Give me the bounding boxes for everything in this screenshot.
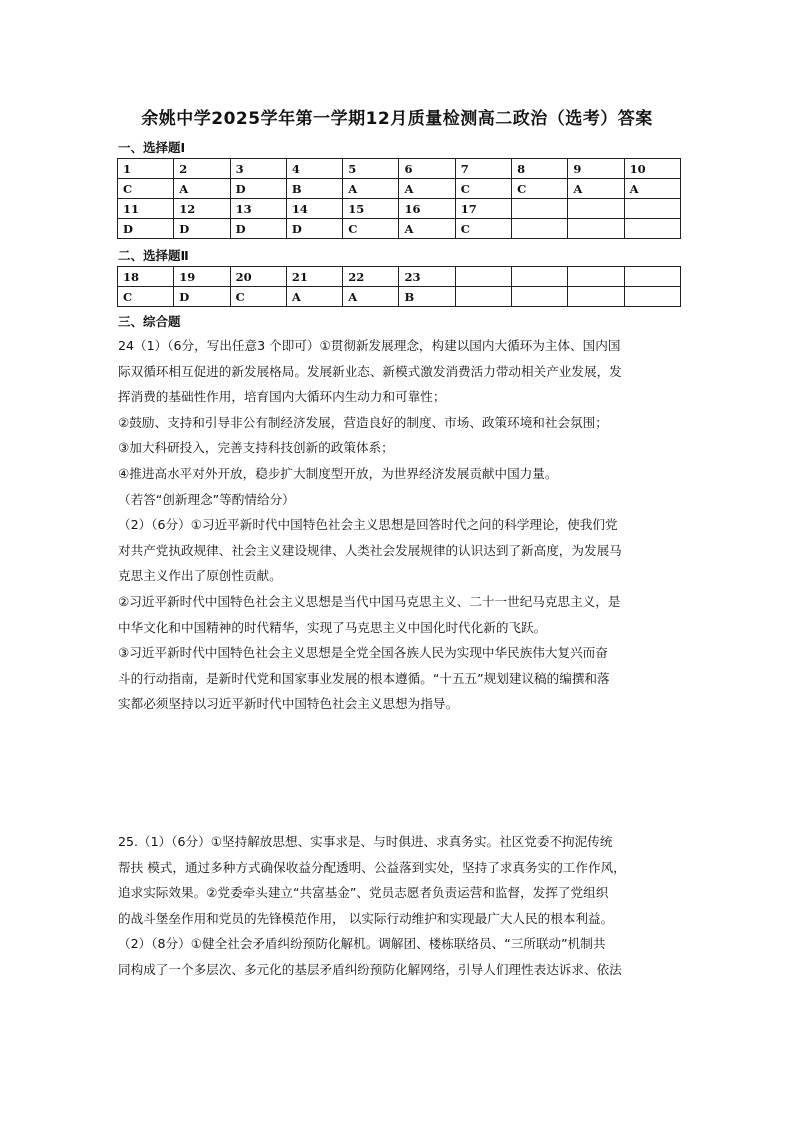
table-row [118,159,681,179]
table-cell: 20 [230,267,286,287]
text-line: ②习近平新时代中国特色社会主义思想是当代中国马克思主义、二十一世纪马克思主义，是 [118,593,621,609]
text-line: 同构成了一个多层次、多元化的基层矛盾纠纷预防化解网络，引导人们理性表达诉求、依法 [118,961,622,977]
table-cell: 1 [118,159,174,179]
table-cell: D [118,219,174,239]
table-cell [624,287,680,307]
table-cell [624,267,680,287]
section-heading-choice-2: 二、选择题Ⅱ [118,248,189,263]
table-row [118,287,681,307]
section-heading-comprehensive: 三、综合题 [118,314,181,329]
table-cell: 21 [286,267,342,287]
table-cell [512,267,568,287]
table-cell: A [174,179,230,199]
table-cell: D [230,179,286,199]
question-24-answer [118,333,684,717]
table-cell: C [118,179,174,199]
text-line: ②鼓励、支持和引导非公有制经济发展，营造良好的制度、市场、政策环境和社会氛围； [118,414,608,430]
table-cell: C [455,179,511,199]
table-cell [568,267,624,287]
table-cell: 17 [455,199,511,219]
table-cell: C [512,179,568,199]
table-cell: D [230,219,286,239]
table-cell: D [174,219,230,239]
table-cell [512,287,568,307]
table-cell: 12 [174,199,230,219]
table-cell: C [118,287,174,307]
text-line: 际双循环相互促进的新发展格局。发展新业态、新模式激发消费活力带动相关产业发展，发 [118,363,622,379]
text-line: ③习近平新时代中国特色社会主义思想是全党全国各族人民为实现中华民族伟大复兴而奋 [118,645,608,661]
text-line: 帮扶 模式，通过多种方式确保收益分配透明、公益落到实处，坚持了求真务实的工作作风， [118,859,626,875]
text-line: ④推进高水平对外开放，稳步扩大制度型开放，为世界经济发展贡献中国力量。 [118,465,558,481]
table-cell: C [455,219,511,239]
table-cell: 14 [286,199,342,219]
table-cell: A [568,179,624,199]
table-row [118,199,681,219]
table-cell: 16 [399,199,455,219]
table-cell [455,267,511,287]
table-cell: D [174,287,230,307]
text-line: 24（1）（6分，写出任意3 个即可）①贯彻新发展理念，构建以国内大循环为主体、国内国 [118,338,621,353]
table-cell: 9 [568,159,624,179]
table-cell: 3 [230,159,286,179]
text-line: 实都必须坚持以习近平新时代中国特色社会主义思想为指导。 [118,696,459,712]
table-cell: 19 [174,267,230,287]
table-cell [512,199,568,219]
text-line: （若答“创新理念”等酌情给分） [118,491,295,507]
question-25-answer [118,829,684,983]
table-cell [455,287,511,307]
table-row [118,267,681,287]
table-cell: 4 [286,159,342,179]
table-cell [568,219,624,239]
text-line: 25.（1）（6分）①坚持解放思想、实事求是、与时俱进、求真务实。社区党委不拘泥传统 [118,834,613,849]
table-cell: A [343,287,399,307]
table-cell [512,219,568,239]
table-cell: 7 [455,159,511,179]
table-cell [568,287,624,307]
text-line: 中华文化和中国精神的时代精华，实现了马克思主义中国化时代化新的飞跃。 [118,619,547,635]
text-line: 的战斗堡垒作用和党员的先锋模范作用， 以实际行动维护和实现最广大人民的根本利益。 [118,910,614,926]
text-line: 挥消费的基础性作用，培育国内大循环内生动力和可靠性； [118,389,446,405]
page-title: 余姚中学2025学年第一学期12月质量检测高二政治（选考）答案 [141,109,653,129]
table-cell: B [399,287,455,307]
table-cell: D [286,219,342,239]
text-line: ③加大科研投入，完善支持科技创新的政策体系； [118,440,394,456]
table-cell: 8 [512,159,568,179]
table-cell: B [286,179,342,199]
table-cell [624,219,680,239]
table-cell: 11 [118,199,174,219]
table-cell [568,199,624,219]
table-cell: A [343,179,399,199]
table-row [118,219,681,239]
text-line: 斗的行动指南，是新时代党和国家事业发展的根本遵循。“十五五”规划建议稿的编撰和落 [118,670,610,686]
table-cell: C [230,287,286,307]
text-line: 克思主义作出了原创性贡献。 [118,568,282,584]
table-cell [624,199,680,219]
table-cell: A [624,179,680,199]
table-cell: 2 [174,159,230,179]
answer-table-choice-2 [117,266,681,307]
table-cell: 13 [230,199,286,219]
text-line: 追求实际效果。②党委牵头建立“共富基金”、党员志愿者负责运营和监督，发挥了党组织 [118,885,609,901]
table-cell: A [399,179,455,199]
answer-table-choice-1 [117,158,681,239]
text-line: 对共产党执政规律、社会主义建设规律、人类社会发展规律的认识达到了新高度，为发展马 [118,542,622,558]
section-heading-choice-1: 一、选择题Ⅰ [118,140,186,155]
table-row [118,179,681,199]
table-cell: A [399,219,455,239]
table-cell: 15 [343,199,399,219]
table-cell: 18 [118,267,174,287]
table-cell: 23 [399,267,455,287]
text-line: （2）（6分）①习近平新时代中国特色社会主义思想是回答时代之问的科学理论，使我们党 [118,517,618,533]
table-cell: 10 [624,159,680,179]
text-line: （2）（8分）①健全社会矛盾纠纷预防化解机。调解团、楼栋联络员、“三所联动”机制共 [118,936,606,952]
table-cell: A [286,287,342,307]
table-cell: C [343,219,399,239]
table-cell: 6 [399,159,455,179]
table-cell: 5 [343,159,399,179]
table-cell: 22 [343,267,399,287]
